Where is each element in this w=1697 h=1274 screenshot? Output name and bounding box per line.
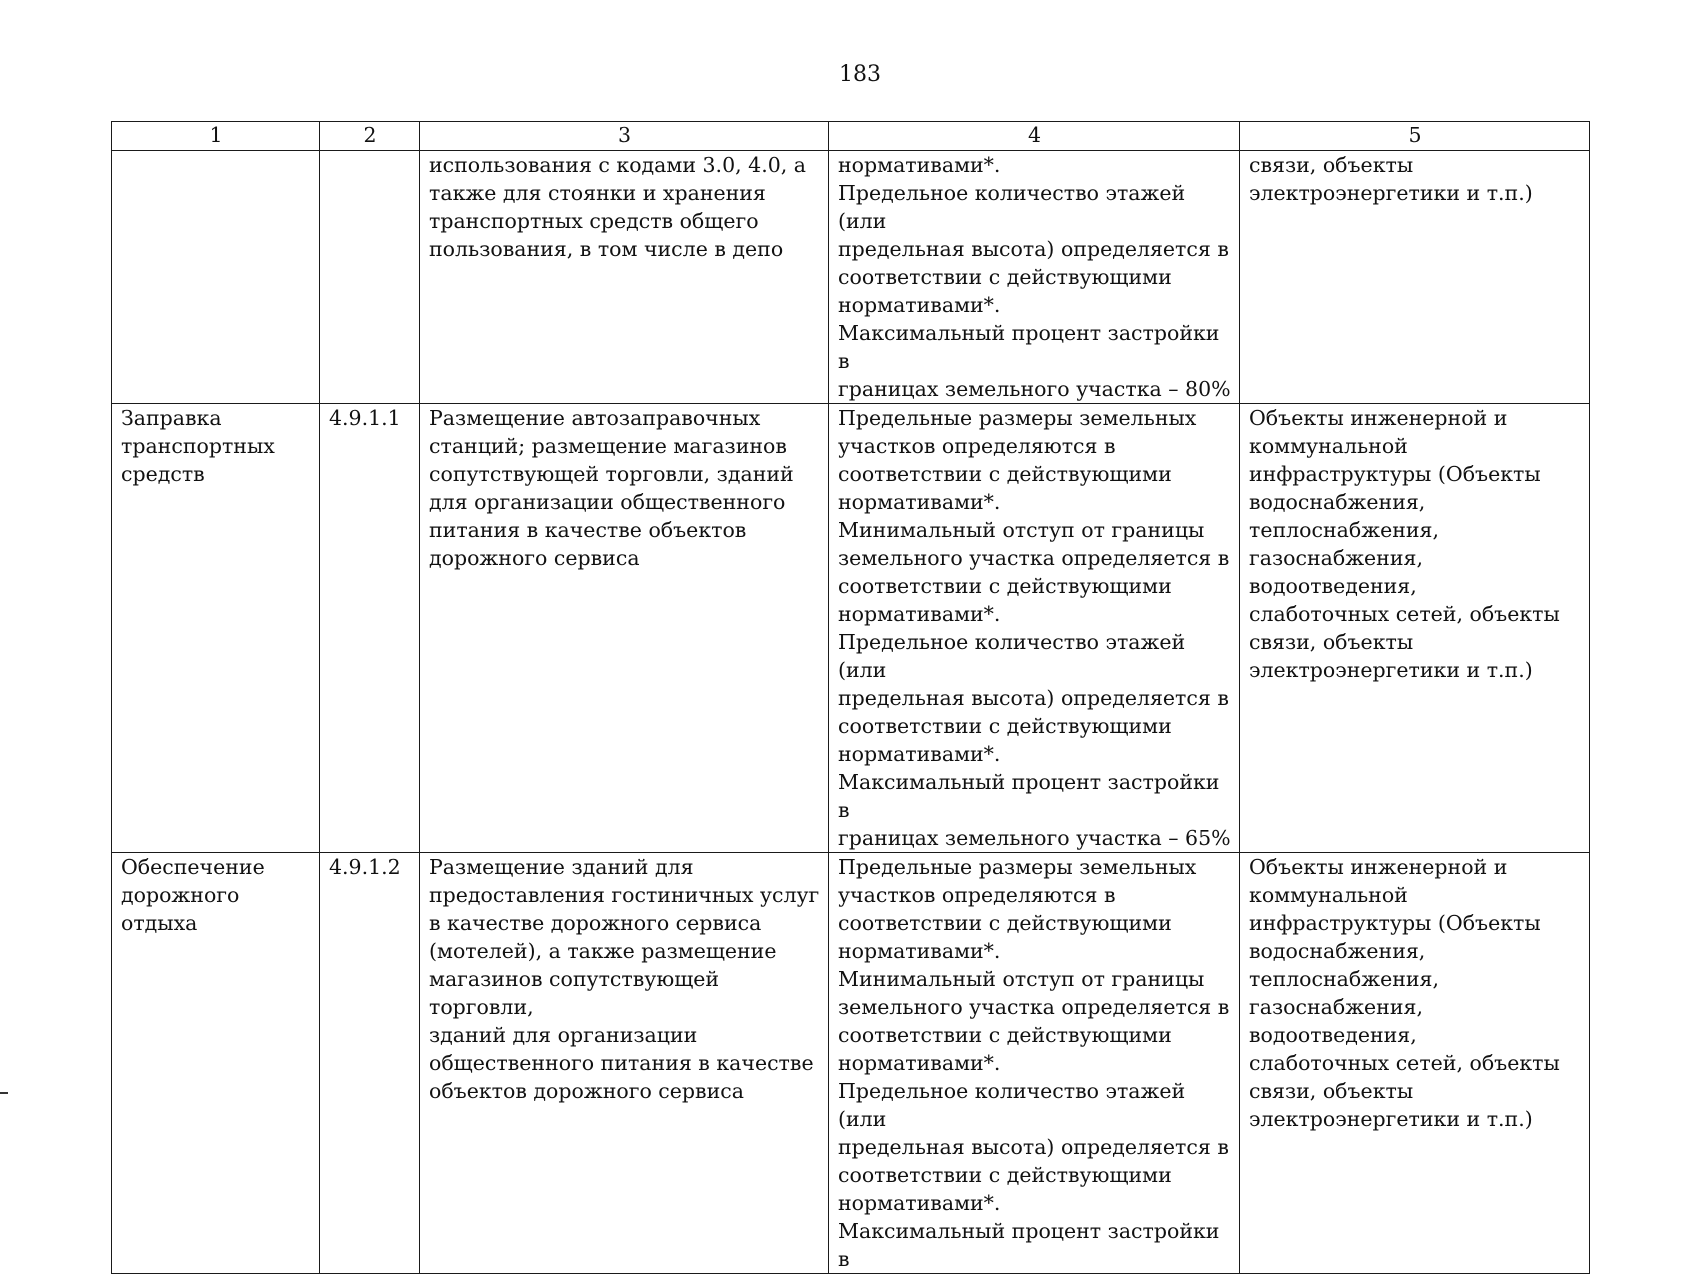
infrastructure-cell: [1240, 853, 1590, 1274]
use-code-cell: [320, 151, 420, 404]
use-description: использования с кодами 3.0, 4.0, а также для стоянки и хранения транспортных средств общего пользования, в том числе в депо: [429, 153, 807, 261]
table-row: [112, 151, 1590, 404]
parameters-cell: [829, 404, 1240, 853]
zoning-table: [111, 121, 1590, 1274]
column-header: 2: [320, 122, 420, 151]
page-number: 183: [839, 62, 881, 87]
use-code-cell: [320, 404, 420, 853]
parameters-text: Предельные размеры земельных участков определяются в соответствии с действующими нормативами*. Минимальный отступ от границы земельного участка определяется в соответствии с действующими нормативами*. Предельное количество этажей (или предельная высота) определяется в соответствии с действующими нормативами*. Максимальный процент застройки в: [838, 855, 1230, 1271]
use-name-cell: [112, 404, 320, 853]
table-row: [112, 853, 1590, 1274]
use-description: Размещение зданий для предоставления гостиничных услуг в качестве дорожного сервиса (мотелей), а также размещение магазинов сопутствующей торговли, зданий для организации общественного питания в качестве объектов дорожного сервиса: [429, 855, 820, 1103]
column-header: 3: [420, 122, 829, 151]
column-header: 4: [829, 122, 1240, 151]
margin-mark: [0, 1092, 8, 1094]
use-description-cell: [420, 404, 829, 853]
use-description-cell: [420, 151, 829, 404]
use-description-cell: [420, 853, 829, 1274]
use-name: Заправка транспортных средств: [121, 406, 275, 486]
parameters-text: нормативами*. Предельное количество этажей (или предельная высота) определяется в соответствии с действующими нормативами*. Максимальный процент застройки в границах земельного участка – 80%: [838, 153, 1231, 401]
use-name: Обеспечение дорожного отдыха: [121, 855, 265, 935]
table-header-row: [112, 122, 1590, 151]
infrastructure-text: связи, объекты электроэнергетики и т.п.): [1249, 153, 1533, 205]
use-name-cell: [112, 853, 320, 1274]
use-description: Размещение автозаправочных станций; размещение магазинов сопутствующей торговли, зданий для организации общественного питания в качестве объектов дорожного сервиса: [429, 406, 794, 570]
infrastructure-text: Объекты инженерной и коммунальной инфраструктуры (Объекты водоснабжения, теплоснабжения, газоснабжения, водоотведения, слаботочных сетей, объекты связи, объекты электроэнергетики и т.п.): [1249, 406, 1560, 682]
column-header: 5: [1240, 122, 1590, 151]
use-code-cell: [320, 853, 420, 1274]
table-row: [112, 404, 1590, 853]
infrastructure-cell: [1240, 151, 1590, 404]
parameters-cell: [829, 151, 1240, 404]
use-code: 4.9.1.2: [329, 855, 401, 879]
parameters-text: Предельные размеры земельных участков определяются в соответствии с действующими нормативами*. Минимальный отступ от границы земельного участка определяется в соответствии с действующими нормативами*. Предельное количество этажей (или предельная высота) определяется в соответствии с действующими нормативами*. Максимальный процент застройки в границах земельного участка – 65%: [838, 406, 1231, 850]
use-code: 4.9.1.1: [329, 406, 401, 430]
column-header: 1: [112, 122, 320, 151]
infrastructure-text: Объекты инженерной и коммунальной инфраструктуры (Объекты водоснабжения, теплоснабжения, газоснабжения, водоотведения, слаботочных сетей, объекты связи, объекты электроэнергетики и т.п.): [1249, 855, 1560, 1131]
use-name-cell: [112, 151, 320, 404]
parameters-cell: [829, 853, 1240, 1274]
infrastructure-cell: [1240, 404, 1590, 853]
